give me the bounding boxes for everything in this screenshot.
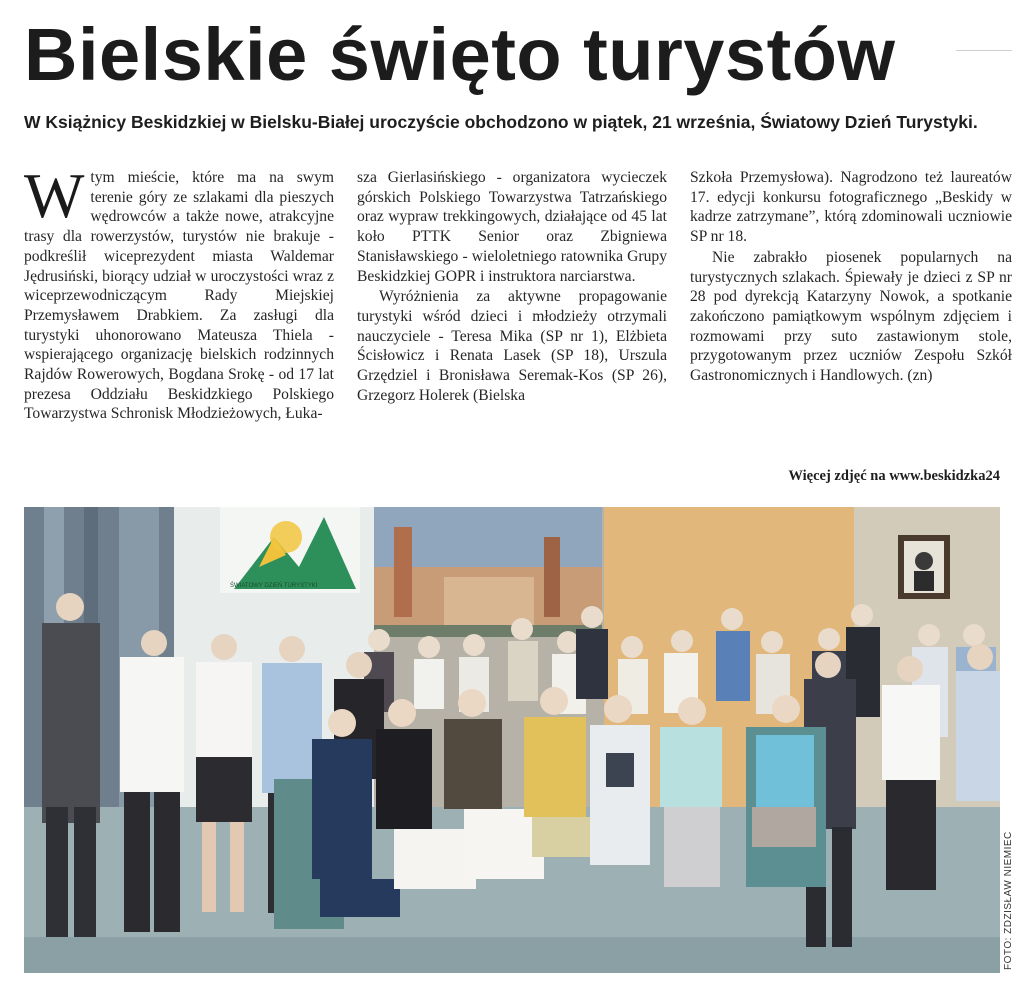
header-rule <box>956 50 1012 51</box>
banner-label: ŚWIATOWY DZIEŃ TURYSTYKI <box>230 583 318 589</box>
framed-portrait <box>898 535 950 599</box>
lead-paragraph: W Książnicy Beskidzkiej w Bielsku-Białej uroczyście obchodzono w piątek, 21 września, Światowy Dzień Turystyki. <box>24 112 978 132</box>
text-column-3 <box>690 168 1012 386</box>
drop-cap: W <box>24 160 85 231</box>
paragraph: sza Gierlasińskiego - organizatora wycieczek górskich Polskiego Towarzystwa Tatrzańskiego oraz wypraw trekkingowych, działające od 45 lat koło PTTK Senior oraz Zbigniewa Stanisławskiego - wieloletniego ratownika Grupy Beskidzkiej GOPR i instruktora narciarstwa. <box>357 169 667 285</box>
text-column-1 <box>24 160 334 424</box>
banner-logo <box>220 507 360 593</box>
paragraph <box>24 160 334 424</box>
paragraph: Wyróżnienia za aktywne propagowanie turystyki wśród dzieci i młodzieży otrzymali nauczyciele - Teresa Mika (SP nr 1), Elżbieta Ścisłowicz i Renata Lasek (SP 18), Urszula Grzędziel i Bronisława Seremak-Kos (SP 26), Grzegorz Holerek (Bielska <box>357 288 667 404</box>
text-column-2 <box>357 168 667 405</box>
headline: Bielskie święto turystów <box>24 13 896 96</box>
photo-credit: FOTO: ZDZISŁAW NIEMIEC <box>1003 831 1014 970</box>
paragraph-text: tym mieście, które ma na swym terenie góry ze szlakami dla pieszych wędrowców a także nowe, atrakcyjne trasy dla rowerzystów, turystów nie brakuje - podkreślił wiceprezydent miasta Waldemar Jędrusiński, biorący udział w uroczystości wraz z wiceprzewodniczącym Rady Miejskiej Przemysławem Drabkiem. Za zasługi dla turystyki uhonorowano Mateusza Thiela - wspierającego organizację bielskich rodzinnych Rajdów Rowerowych, Bogdana Srokę - od 17 lat prezesa Oddziału Beskidzkiego Polskiego Towarzystwa Schronisk Młodzieżowych, Łuka- <box>24 169 334 423</box>
more-photos-link[interactable]: Więcej zdjęć na www.beskidzka24 <box>788 468 1000 484</box>
city-painting <box>374 507 602 637</box>
paragraph: Nie zabrakło piosenek popularnych na turystycznych szlakach. Śpiewały je dzieci z SP nr 28 pod dyrekcją Katarzyny Nowok, a spotkanie zakończono pamiątkowym wspólnym zdjęciem i rozmowami przy suto zastawionym stole, przygotowanym przez uczniów Zespołu Szkół Gastronomicznych i Handlowych. (zn) <box>690 248 1012 385</box>
group-photo <box>24 507 1000 973</box>
paragraph: Szkoła Przemysłowa). Nagrodzono też laureatów 17. edycji konkursu fotograficznego „Beskidy w kadrze zatrzymane”, którą zdominowali uczniowie SP nr 18. <box>690 169 1012 246</box>
